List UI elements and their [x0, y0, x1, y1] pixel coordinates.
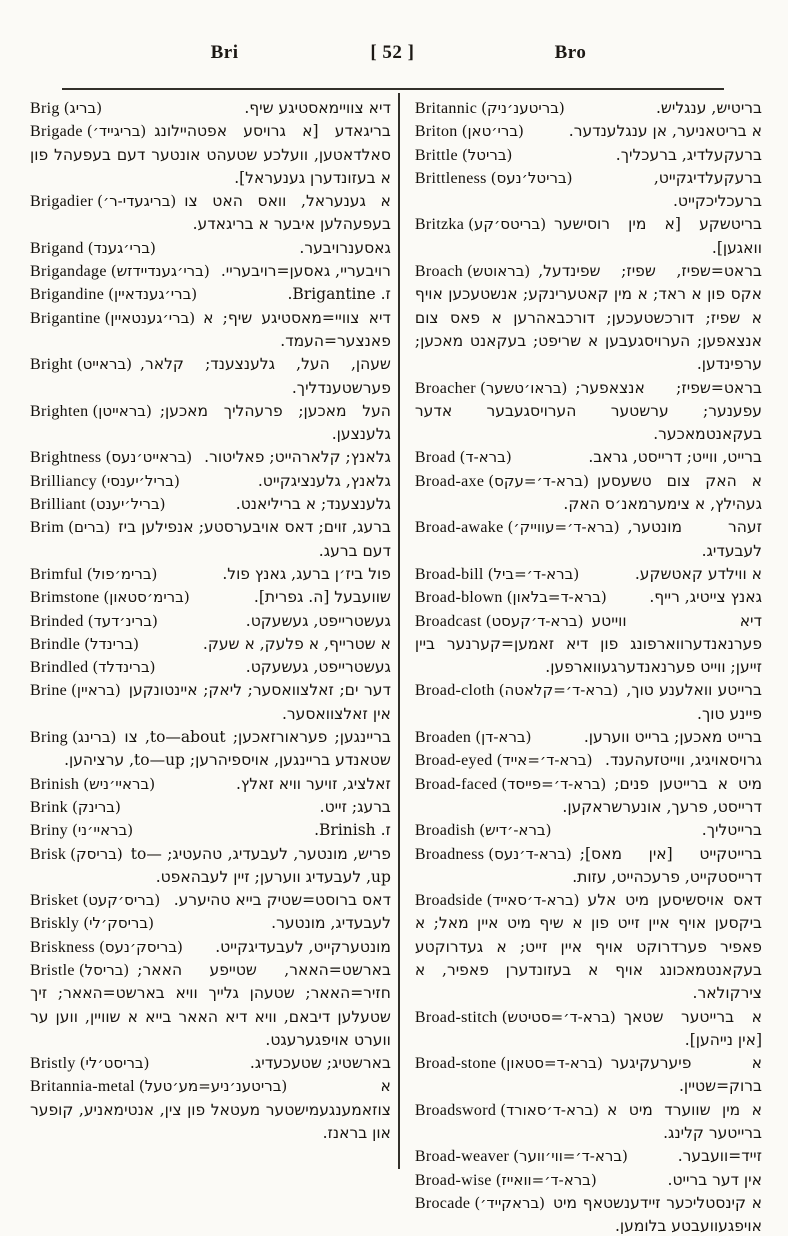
entry-definition: א ברייטער שטאך [אין נייהען]. — [623, 1007, 762, 1049]
entry-headword — [415, 889, 580, 912]
pronunciation-text: (בראייט) — [76, 355, 133, 374]
headword-text: Brimful — [30, 565, 83, 583]
dictionary-entry — [415, 1192, 762, 1236]
entry-headword — [30, 819, 133, 842]
pronunciation-text: (ברא-ד׳=וואייז) — [495, 1170, 597, 1189]
entry-definition: מונטערקייט, לעבעדיגקייט. — [215, 937, 391, 956]
entry-headword — [415, 377, 567, 400]
pronunciation-text: (בריטל) — [461, 145, 513, 164]
dictionary-entry — [415, 1006, 762, 1053]
headword-text: Broadness — [414, 845, 485, 863]
headword-text: Brine — [30, 682, 68, 700]
dictionary-entry — [30, 773, 391, 796]
dictionary-entry — [415, 749, 762, 772]
headword-text: Brim — [30, 519, 65, 537]
headword-text: Broad-cloth — [414, 682, 495, 700]
pronunciation-text: (ברא-ד׳קעסט) — [485, 611, 584, 630]
pronunciation-text: (ברימ׳פול) — [86, 564, 158, 583]
dictionary-entry — [30, 912, 391, 935]
headword-text: Brigandine — [30, 286, 105, 304]
headword-text: Britannic — [414, 100, 478, 117]
entry-definition: גלאנץ; קלארהייט; פאליטור. — [204, 448, 391, 467]
pronunciation-text: (בריגייד׳) — [86, 122, 147, 141]
entry-headword — [30, 283, 197, 306]
column-left — [30, 97, 391, 1236]
pronunciation-text: (ברא-ד׳=ביל) — [487, 564, 580, 583]
headword-text: Bring — [30, 729, 68, 747]
pronunciation-text: (ברא-ד׳=עווייק׳) — [507, 518, 620, 537]
entry-headword — [30, 260, 210, 283]
headword-text: Brisket — [30, 892, 79, 910]
entry-headword — [30, 912, 154, 935]
pronunciation-text: (בראיי׳ניש) — [83, 774, 156, 793]
entry-headword — [30, 959, 129, 982]
entry-headword — [30, 97, 102, 120]
entry-headword — [30, 586, 190, 609]
pronunciation-text: (בראייט׳נעס) — [105, 448, 193, 467]
entry-definition: א גענעראל, וואס האט צו בעפעהלען איבער א בריגאדע. — [184, 192, 391, 234]
entry-headword — [30, 446, 192, 469]
entry-definition: א ווילדע קאטשקע. — [634, 564, 762, 583]
entry-headword — [415, 819, 552, 842]
headword-text: Briton — [414, 123, 458, 141]
headword-text: Brindled — [30, 659, 89, 677]
pronunciation-text: (ברי׳גענד) — [87, 238, 156, 257]
dictionary-entry — [415, 260, 762, 376]
headword-text: Brink — [30, 798, 68, 816]
headword-text: Broacher — [414, 379, 476, 397]
entry-definition: גלענצענד; א בריליאנט. — [235, 495, 391, 514]
dictionary-entry — [415, 377, 762, 447]
entry-headword — [30, 353, 132, 376]
entry-definition: ברעג; זייט. — [319, 797, 391, 816]
pronunciation-text: (ברימ׳סטאון) — [103, 588, 190, 607]
entry-definition: דאס ברוסט=שטיק בייא טהיערע. — [173, 891, 391, 910]
pronunciation-text: (בריגעדי-ר׳) — [97, 192, 177, 211]
entry-headword — [30, 1075, 287, 1098]
entry-headword — [30, 1052, 149, 1075]
headword-text: Brig — [30, 100, 60, 117]
entry-definition: א קינסטליכער זיידענשטאף מיט אויפגעוועבטע בלומען. — [552, 1193, 762, 1236]
entry-definition: ברייטליך. — [701, 821, 762, 840]
pronunciation-text: (בראייטן) — [92, 401, 152, 420]
dictionary-entry — [415, 1099, 762, 1146]
pronunciation-text: (ברינג) — [71, 728, 117, 747]
entry-definition: מיט א ברייטען פנים; דרייסט, פרעך, אונערשראקען. — [562, 774, 762, 816]
headword-text: Broad-bill — [414, 565, 484, 583]
headword-text: Broaden — [414, 729, 472, 747]
pronunciation-text: (ברא-ד׳נעס) — [488, 844, 572, 863]
entry-headword — [415, 1052, 603, 1075]
headword-text: Broad-blown — [414, 589, 503, 607]
header-left-section: Bri — [210, 42, 239, 63]
dictionary-entry — [415, 679, 762, 726]
headword-text: Bristle — [30, 961, 75, 979]
entry-headword — [30, 563, 157, 586]
pronunciation-text: (ברא-ד=בלאון) — [506, 588, 607, 607]
column-right — [415, 97, 762, 1236]
pronunciation-text: (בריסק׳לי) — [83, 914, 154, 933]
pronunciation-text: (בריג) — [63, 99, 103, 117]
entry-definition: בארשט=האאר, שטייפע האאר; חזיר=האאר; שטעהן גלייך וויא בארשט=האאר; זיך שטעלען דיבאם, וויא דיא האאר בייא א שוויין, ווען ער ווערט אויפגערעגט. — [30, 960, 391, 1049]
headword-text: Briskness — [30, 938, 95, 956]
dictionary-entry — [30, 936, 391, 959]
entry-definition: בריטיש, ענגליש. — [655, 99, 762, 117]
dictionary-entry — [415, 120, 762, 143]
headword-text: Broadish — [414, 822, 476, 840]
pronunciation-text: (ברא-ד) — [459, 448, 512, 467]
entry-definition: א בריטאניער, אן ענגלענדער. — [568, 122, 762, 141]
entry-headword — [415, 1006, 616, 1029]
entry-headword — [30, 656, 156, 679]
dictionary-entry — [30, 493, 391, 516]
entry-headword — [30, 120, 146, 143]
entry-definition: פול ביז׳ן ברעג, גאנץ פול. — [222, 564, 391, 583]
entry-headword — [415, 843, 572, 866]
entry-definition: אין דער ברייט. — [667, 1170, 762, 1189]
pronunciation-text: (ברינדל) — [84, 634, 140, 653]
entry-headword — [415, 586, 607, 609]
entry-definition: שעהן, העל, גלענצענד; קלאר, פערשטענדליך. — [140, 355, 391, 397]
dictionary-entry — [415, 97, 762, 120]
pronunciation-text: (בראו׳טשער) — [479, 378, 568, 397]
entry-headword — [30, 610, 158, 633]
pronunciation-text: (בריסק׳נעס) — [98, 937, 183, 956]
dictionary-entry — [30, 563, 391, 586]
entry-definition: בריטשקע [א מין רוסישער וואגען]. — [554, 215, 762, 257]
pronunciation-text: (בריסט׳לי) — [79, 1054, 150, 1073]
dictionary-entry — [415, 144, 762, 167]
entry-headword — [415, 213, 546, 236]
headword-text: Broadsword — [414, 1101, 497, 1119]
entry-definition: א האק צום טשעסען געהילץ, א צימערמאנ׳ס האק. — [563, 471, 762, 514]
dictionary-entry — [30, 679, 391, 726]
dictionary-entry — [415, 586, 762, 609]
entry-definition: ז. Brinish. — [314, 821, 391, 840]
headword-text: Brinded — [30, 612, 84, 630]
pronunciation-text: (ברא-ד׳=קלאטה) — [498, 681, 619, 700]
pronunciation-text: (ברי׳גענטאיין) — [104, 308, 196, 327]
entry-headword — [30, 936, 183, 959]
pronunciation-text: (בריטס׳קע) — [468, 215, 547, 234]
dictionary-entry — [30, 307, 391, 354]
headword-text: Brigandage — [30, 263, 107, 281]
headword-text: Brittleness — [414, 169, 487, 187]
entry-headword — [415, 1099, 599, 1122]
dictionary-entry — [415, 563, 762, 586]
pronunciation-text: (ברי׳גענדיידזש) — [110, 262, 210, 281]
headword-text: Brigadier — [30, 193, 94, 211]
dictionary-entry — [415, 843, 762, 890]
headword-text: Broad-axe — [414, 472, 485, 490]
headword-text: Broad-eyed — [414, 752, 493, 770]
entry-headword — [30, 400, 152, 423]
pronunciation-text: (ברינ׳דעד) — [87, 611, 158, 630]
headword-text: Broach — [414, 263, 463, 281]
pronunciation-text: (בראקייד׳) — [474, 1193, 545, 1212]
headword-text: Bright — [30, 356, 73, 374]
entry-definition: דיא ווייטע פערנאנדערווארפונג פון דיא זאמען=קערנער ביין זייען; ווייט פערנאנדערגעווארפען. — [414, 611, 762, 677]
entry-headword — [415, 446, 512, 469]
entry-definition: בארשטיג; שטעכעדיג. — [249, 1054, 391, 1073]
entry-definition: זאלציג, זויער וויא זאלץ. — [236, 774, 391, 793]
entry-definition: א צוזאמענגעמישטער מעטאל פון צין, אנטימאניע, קופער און בראנז. — [30, 1077, 391, 1143]
entry-definition: געשטרייפט, געשעקט. — [245, 611, 391, 630]
pronunciation-text: (בריטענ׳ניק) — [481, 99, 565, 117]
pronunciation-text: (ברא-ד׳סאייד) — [486, 891, 580, 910]
headword-text: Broad-awake — [414, 519, 504, 537]
dictionary-entry — [415, 889, 762, 1005]
pronunciation-text: (בריטענ׳ניע=מע׳טעל) — [138, 1077, 288, 1096]
dictionary-entry — [30, 959, 391, 1052]
pronunciation-text: (ברי׳גענדאיין) — [108, 285, 198, 304]
entry-headword — [415, 563, 579, 586]
entry-headword — [30, 190, 176, 213]
headword-text: Brittle — [414, 146, 458, 164]
headword-text: Broad — [414, 449, 456, 467]
dictionary-entry — [415, 610, 762, 680]
entry-headword — [30, 307, 195, 330]
entry-headword — [415, 470, 589, 493]
entry-headword — [415, 97, 565, 120]
entry-definition: א מין שווערד מיט א ברייטער קלינג. — [607, 1100, 762, 1143]
dictionary-entry — [30, 819, 391, 842]
pronunciation-text: (ברא-ד׳סאורד) — [500, 1100, 600, 1119]
entry-headword — [30, 796, 121, 819]
headword-text: Broad-weaver — [414, 1148, 510, 1166]
entry-definition: זייד=וועבער. — [677, 1147, 762, 1166]
entry-headword — [415, 144, 512, 167]
entry-definition: רויבעריי, גאסען=רויבעריי. — [220, 262, 391, 281]
pronunciation-text: (בריסק) — [70, 844, 123, 863]
pronunciation-text: (בריל׳יענט) — [90, 495, 166, 514]
entry-definition: פריש, מונטער, לעבעדיג, טהעטיג; to—up, לעבעדיג ווערען; זיין לעבהאפט. — [130, 844, 391, 886]
dictionary-entry — [30, 610, 391, 633]
headword-text: Brilliancy — [30, 472, 97, 490]
entry-headword — [30, 726, 116, 749]
entry-headword — [415, 260, 530, 283]
entry-definition: בריינגען; פעראורזאכען; to—about, צו שטאנדע בריינגען, אויספיהרען; to—up, ערציהען. — [64, 728, 391, 770]
entry-headword — [415, 749, 593, 772]
entry-definition: דער ים; זאלצוואסער; ליאק; איינטונקען אין זאלצוואסער. — [128, 681, 391, 723]
dictionary-entry — [415, 1169, 762, 1192]
entry-definition: בראט=שפיז, שפיז; שפינדעל, אקס פון א ראד; א מין קאטערינקע; אנשטעכען אויף א שפיז; דורכשטעכען; דורכבאהרען א פאס צום אנצאפען; הערויסגעבען א שריפט; בעקאנט מאכען; ערפינדען. — [414, 262, 762, 374]
dictionary-entry — [415, 213, 762, 260]
dictionary-entry — [30, 843, 391, 890]
headword-text: Brilliant — [30, 496, 87, 514]
entry-definition: שוועבעל [ה. גפרית]. — [253, 588, 391, 607]
entry-headword — [415, 726, 532, 749]
entry-definition: געשטרייפט, געשעקט. — [245, 658, 391, 677]
dictionary-entry — [30, 726, 391, 773]
pronunciation-text: (ברינק) — [71, 797, 121, 816]
entry-headword — [415, 516, 620, 539]
headword-text: Bristly — [30, 1055, 76, 1073]
headword-text: Britannia-metal — [30, 1078, 135, 1096]
headword-text: Broadside — [414, 892, 483, 910]
headword-text: Brisk — [30, 845, 67, 863]
dictionary-entry — [30, 190, 391, 237]
entry-headword — [30, 679, 121, 702]
dictionary-entry — [415, 819, 762, 842]
entry-definition: ברעג, זוים; דאס אויבערסטע; אנפילען ביז דעם ברעג. — [118, 518, 391, 560]
dictionary-entry — [415, 446, 762, 469]
entry-definition: גאסענרויבער. — [299, 238, 391, 257]
entry-headword — [415, 610, 584, 633]
headword-text: Brightness — [30, 449, 102, 467]
entry-definition: גלאנץ, גלענציגקייט. — [257, 471, 391, 490]
entry-definition: בריגאדע [א גרויסע אפטהיילונג סאלדאטען, וועלכע שטעהט אונטער דעם בעפעהל פון א בעזונדערן גענעראל]. — [30, 122, 391, 187]
pronunciation-text: (בראיין) — [71, 681, 121, 700]
entry-definition: ברייט מאכען; ברייט ווערען. — [583, 728, 762, 747]
pronunciation-text: (ברא-ד׳=פייסד) — [501, 774, 607, 793]
pronunciation-text: (ברא-דן) — [475, 728, 532, 747]
headword-text: Broad-stitch — [414, 1008, 498, 1026]
page-columns — [30, 97, 762, 1236]
entry-definition: גרויסאויגיג, ווייטזעהענד. — [605, 751, 762, 770]
entry-definition: ברעקעלדיגקייט, ברעכליכקייט. — [653, 168, 762, 211]
dictionary-entry — [30, 889, 391, 912]
pronunciation-text: (ברא-׳דיש) — [479, 821, 552, 840]
pronunciation-text: (ברא-ד׳=ווי׳ווער) — [513, 1147, 628, 1166]
headword-text: Brocade — [414, 1194, 471, 1212]
entry-definition: ברייטקייט [אין מאס]; דרייסטקייט, פרעכהייט, עזות. — [572, 844, 762, 886]
pronunciation-text: (בריטל׳נעס) — [490, 168, 573, 187]
entry-headword — [30, 516, 110, 539]
entry-definition: ז. Brigantine. — [287, 285, 391, 304]
dictionary-entry — [415, 773, 762, 820]
dictionary-entry — [30, 446, 391, 469]
entry-definition: ברייטע וואלענע טוך, פיינע טוך. — [626, 681, 762, 723]
dictionary-entry — [415, 167, 762, 214]
entry-definition: זעהר מונטער, לעבעדיג. — [627, 518, 762, 560]
entry-definition: א פיערעקיגער ברוק=שטיין. — [610, 1054, 762, 1096]
dictionary-entry — [30, 656, 391, 679]
pronunciation-text: (ברים) — [68, 518, 111, 537]
entry-headword — [415, 120, 524, 143]
entry-definition: העל מאכען; פרעהליך מאכען; גלענצען. — [159, 401, 391, 444]
dictionary-entry — [30, 283, 391, 306]
pronunciation-text: (בריסל) — [78, 960, 130, 979]
page-number: [ 52 ] — [370, 42, 415, 63]
entry-definition: ברייט, ווייט; דרייסט, גראב. — [588, 448, 762, 467]
dictionary-entry — [30, 1075, 391, 1145]
entry-headword — [30, 470, 180, 493]
pronunciation-text: (בראיי׳ני) — [71, 821, 134, 840]
entry-definition: א שטרייף, א פלעק, א שעק. — [202, 634, 391, 653]
headword-text: Brighten — [30, 402, 89, 420]
entry-definition: בראט=שפיז; אנצאפער; עפענער; ערשטער הערויסגעבער אדער בעקאנטמאכער. — [414, 378, 762, 444]
entry-definition: גאנץ צייטיג, רייף. — [649, 588, 762, 607]
dictionary-entry — [415, 726, 762, 749]
dictionary-entry — [30, 470, 391, 493]
entry-headword — [415, 167, 573, 190]
entry-headword — [30, 493, 165, 516]
dictionary-entry — [415, 470, 762, 517]
headword-text: Briskly — [30, 915, 80, 933]
entry-headword — [415, 773, 606, 796]
pronunciation-text: (בריס׳קעט) — [82, 891, 161, 910]
entry-headword — [30, 773, 155, 796]
dictionary-entry — [30, 516, 391, 563]
dictionary-entry — [30, 633, 391, 656]
header-rule — [62, 88, 724, 90]
headword-text: Broad-wise — [414, 1171, 492, 1189]
entry-headword — [30, 889, 160, 912]
entry-headword — [30, 633, 139, 656]
headword-text: Brimstone — [30, 589, 100, 607]
dictionary-entry — [30, 237, 391, 260]
entry-definition: דיא צוויימאסטיגע שיף. — [244, 99, 391, 117]
pronunciation-text: (ברא-ד׳=עקס) — [488, 471, 589, 490]
headword-text: Broad-faced — [414, 775, 498, 793]
pronunciation-text: (ברינדלד) — [92, 658, 156, 677]
dictionary-entry — [415, 516, 762, 563]
entry-definition: ברעקעלדיג, ברעכליך. — [615, 145, 762, 164]
dictionary-entry — [30, 400, 391, 447]
dictionary-entry — [30, 353, 391, 400]
pronunciation-text: (בראוטש) — [466, 262, 531, 281]
dictionary-entry — [415, 1145, 762, 1168]
dictionary-entry — [30, 260, 391, 283]
entry-headword — [415, 1169, 597, 1192]
entry-definition: לעבעדיג, מונטער. — [271, 914, 391, 933]
headword-text: Brigade — [30, 123, 83, 141]
entry-headword — [30, 237, 156, 260]
pronunciation-text: (ברא-ד׳=סטיטש) — [501, 1007, 616, 1026]
pronunciation-text: (ברי׳טאן) — [461, 122, 524, 141]
pronunciation-text: (ברא-ד׳=אייד) — [496, 751, 593, 770]
dictionary-entry — [30, 796, 391, 819]
page-header — [0, 42, 788, 68]
headword-text: Broad-stone — [414, 1055, 497, 1073]
headword-text: Briny — [30, 822, 68, 840]
pronunciation-text: (ברא-ד=סטאון) — [500, 1054, 603, 1073]
dictionary-entry — [415, 1052, 762, 1099]
header-right-section: Bro — [554, 42, 587, 63]
headword-text: Broadcast — [414, 612, 482, 630]
headword-text: Brindle — [30, 635, 81, 653]
headword-text: Brigantine — [30, 309, 101, 327]
entry-headword — [415, 679, 618, 702]
entry-headword — [30, 843, 123, 866]
entry-definition: דאס אויסשיסען מיט אלע ביקסען אויף איין זייט פון א שיף מיט איין מאל; א פאפיר פערדרוקט אויף איין זייט; א געדרוקטע בעקאנטמאכונג אויף א בעזונדערן פאפיר, א צירקולאר. — [414, 891, 762, 1003]
dictionary-entry — [30, 120, 391, 190]
dictionary-entry — [30, 97, 391, 120]
pronunciation-text: (בריל׳יענסי) — [100, 471, 180, 490]
dictionary-entry — [30, 586, 391, 609]
headword-text: Brinish — [30, 775, 80, 793]
headword-text: Brigand — [30, 239, 84, 257]
headword-text: Britzka — [414, 216, 465, 234]
dictionary-entry — [30, 1052, 391, 1075]
entry-headword — [415, 1145, 628, 1168]
entry-headword — [415, 1192, 545, 1215]
entry-definition: דיא צוויי=מאסטיגע שיף; א פאנצער=העמד. — [203, 308, 391, 350]
